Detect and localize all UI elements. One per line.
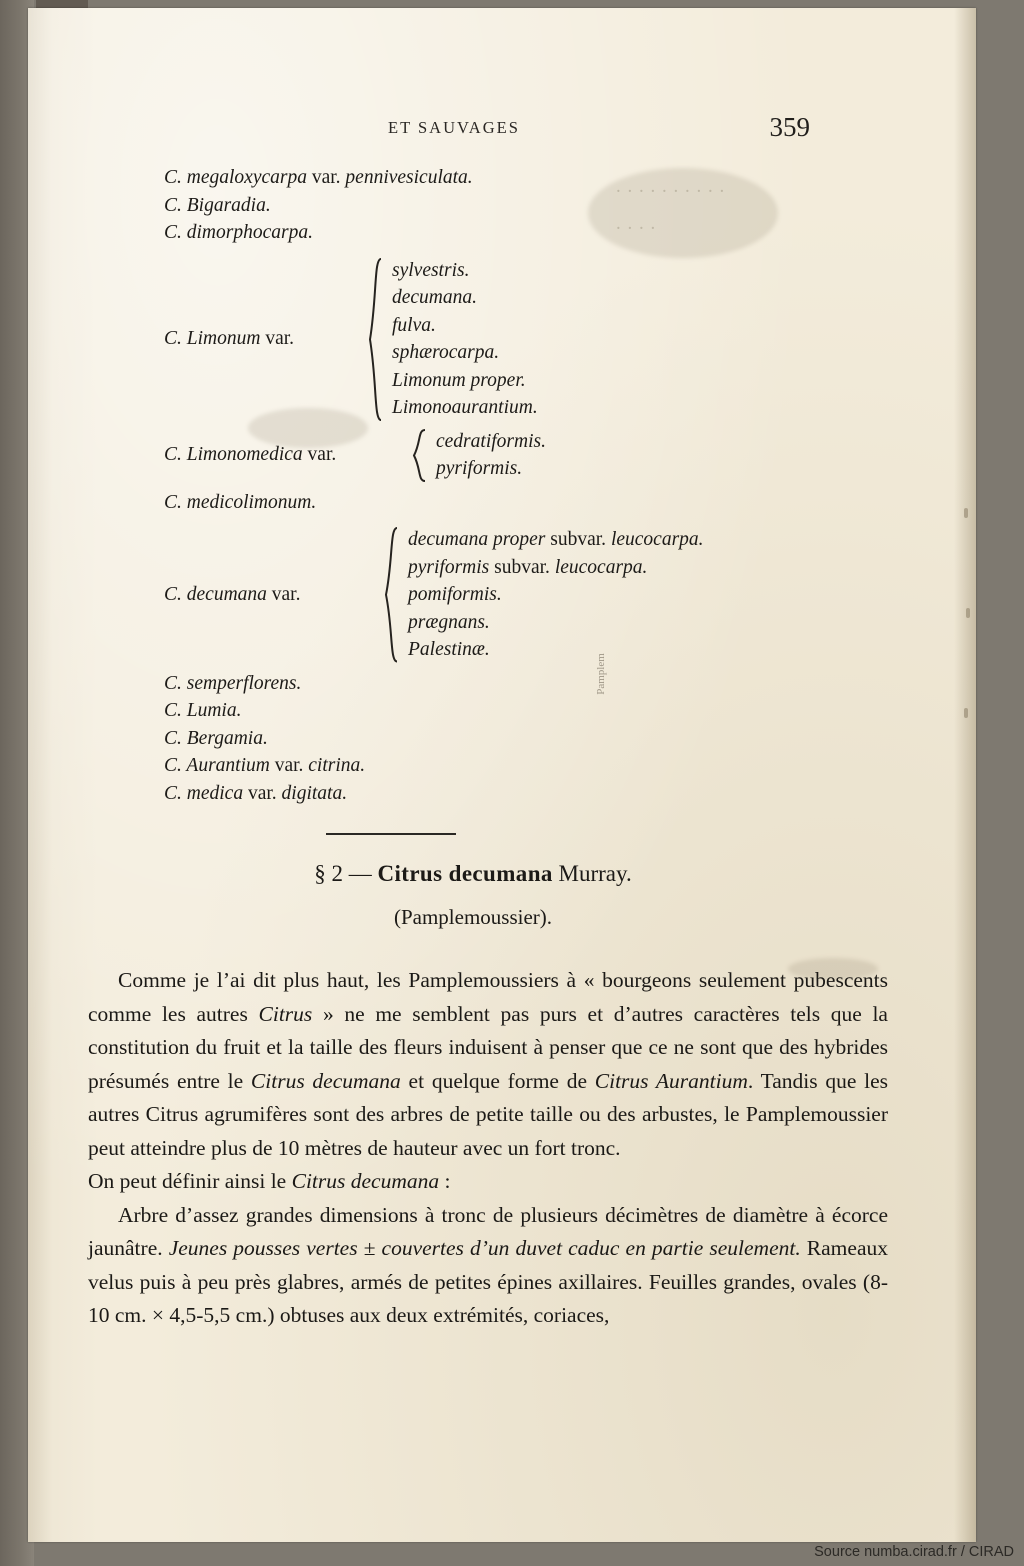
pencil-annotation: Pamplem xyxy=(594,653,607,695)
paragraph-3: Arbre d’assez grandes dimensions à tronc de plusieurs décimètres de diamètre à écorce jaunâtre. Jeunes pousses vertes ± couvertes d’un duvet caduc en partie seulement. Rameaux velus puis à peu près glabres, armés de petites épines axillaires. Feuilles grandes, ovales (8-10 cm. × 4,5-5,5 cm.) obtuses aux deux extrémités, coriaces, xyxy=(88,1202,888,1327)
group-rank: var. xyxy=(266,584,301,605)
list-item: sylvestris. xyxy=(392,259,470,281)
section-divider-rule xyxy=(326,833,456,835)
paragraph-1: Comme je l’ai dit plus haut, les Pamplemoussiers à « bourgeons seulement pubescents comme les autres Citrus » ne me semblent pas purs et d’autres caractères tels que la constitution du fruit et la taille des fleurs induisent à penser que ce ne sont que des hybrides présumés entre le Citrus decumana et quelque forme de Citrus Aurantium. Tandis que les autres Citrus agrumifères sont des arbres de petite taille ou des arbustes, le Pamplemoussier peut atteindre plus de 10 mètres de hauteur avec un fort tronc. xyxy=(88,968,889,1160)
source-credit: Source numba.cirad.fr / CIRAD xyxy=(814,1544,1014,1560)
group-label xyxy=(164,441,412,469)
group-species-name: C. Limonum xyxy=(164,328,261,350)
list-item: decumana. xyxy=(392,287,478,308)
list-item: fulva. xyxy=(392,314,436,336)
section-number: § 2 — xyxy=(314,861,378,886)
list-item: decumana proper subvar. leucocarpa. xyxy=(408,529,704,550)
group-items xyxy=(400,526,704,664)
brace-icon xyxy=(412,428,428,483)
edge-speck xyxy=(966,608,970,618)
section-subtitle: (Pamplemoussier). xyxy=(393,905,553,929)
group-label xyxy=(164,581,384,609)
species-group-decumana xyxy=(164,526,888,664)
group-items xyxy=(384,257,538,422)
section-title: Citrus decumana xyxy=(377,861,553,886)
edge-speck xyxy=(964,708,968,718)
list-item: Palestinæ. xyxy=(408,639,490,660)
group-rank: var. xyxy=(260,328,295,350)
group-items xyxy=(428,428,546,483)
group-species-name: C. decumana xyxy=(164,584,267,605)
list-item: sphærocarpa. xyxy=(392,342,500,363)
list-item xyxy=(164,164,888,192)
page-text-block xyxy=(88,112,889,1333)
section-author: Murray. xyxy=(552,861,632,886)
section-heading xyxy=(58,861,888,887)
list-item: C. medica var. digitata. xyxy=(164,782,348,804)
group-rank: var. xyxy=(302,444,337,466)
brace-icon xyxy=(368,257,384,422)
list-item: prægnans. xyxy=(408,611,490,633)
list-item xyxy=(164,192,888,220)
species-name: C. megaloxycarpa xyxy=(164,167,307,188)
group-label xyxy=(164,325,368,353)
list-item xyxy=(164,489,888,517)
list-item: C. Lumia. xyxy=(164,700,242,721)
list-item: C. Aurantium var. citrina. xyxy=(164,755,366,776)
list-item: Limonum proper. xyxy=(392,369,526,391)
brace-icon xyxy=(384,526,400,664)
list-item: C. semperflorens. xyxy=(164,672,302,694)
running-head-title: ET SAUVAGES xyxy=(388,118,520,137)
showthrough-text: . . . . . . . . . . xyxy=(616,176,726,197)
paragraph-2: On peut définir ainsi le Citrus decumana : xyxy=(88,1169,451,1193)
group-species-name: C. Limonomedica xyxy=(164,444,303,466)
list-item: cedratiformis. xyxy=(436,430,546,452)
species-variety: pennivesiculata. xyxy=(345,167,473,188)
list-item: Limonoaurantium. xyxy=(392,397,538,418)
showthrough-text: . . . . xyxy=(616,213,657,234)
species-name: C. Bigaradia. xyxy=(164,194,271,216)
edge-speck xyxy=(964,508,968,518)
running-head xyxy=(88,112,888,146)
species-name: C. dimorphocarpa. xyxy=(164,222,313,243)
species-group-limonum xyxy=(164,257,888,422)
species-name: C. medicolimonum. xyxy=(164,491,317,513)
list-item xyxy=(164,219,888,247)
page-sheet xyxy=(28,8,976,1542)
species-rank: var. xyxy=(306,167,346,188)
species-group-limonomedica xyxy=(164,428,888,483)
species-list xyxy=(164,164,888,807)
list-item: C. Bergamia. xyxy=(164,727,268,749)
body-text xyxy=(88,964,888,1333)
list-item: pyriformis. xyxy=(436,458,523,479)
page-number: 359 xyxy=(769,112,810,142)
list-item: pomiformis. xyxy=(408,584,502,605)
list-item: pyriformis subvar. leucocarpa. xyxy=(408,556,648,578)
